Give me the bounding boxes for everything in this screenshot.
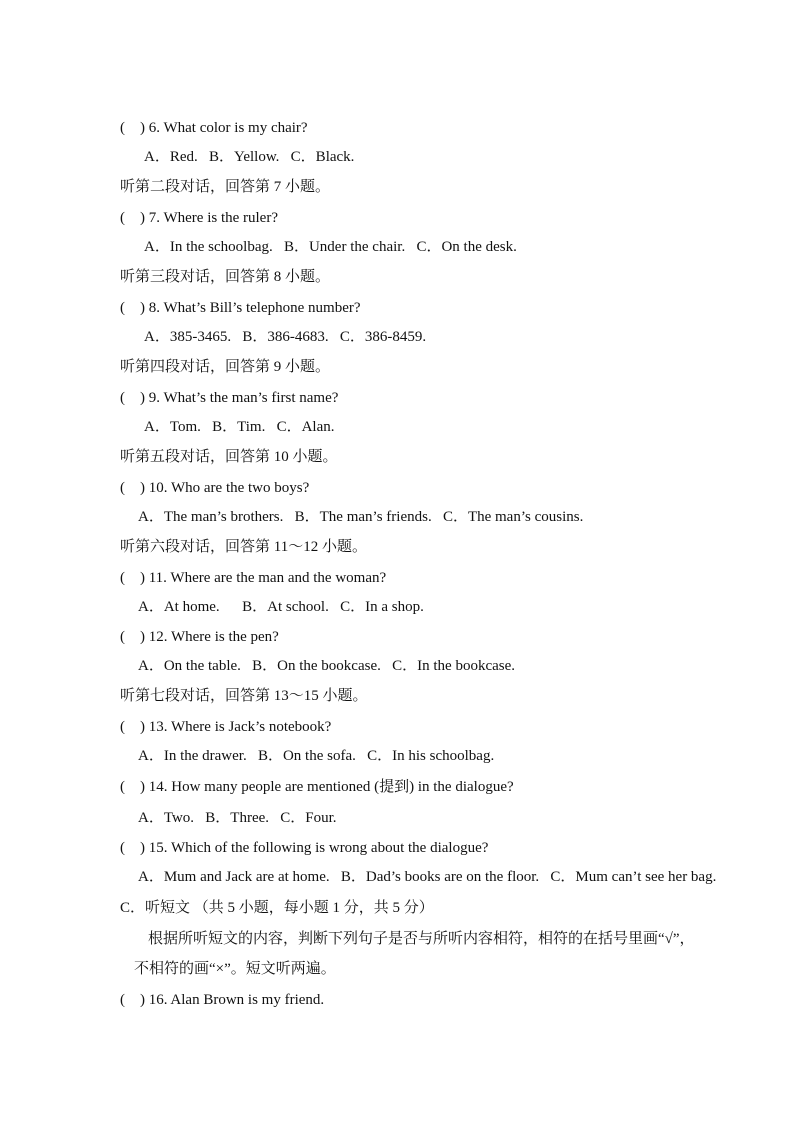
section-instruction-6: 听第六段对话，回答第 11～12 小题。 — [120, 539, 367, 555]
question-15: ( ) 15. Which of the following is wrong about the dialogue? — [120, 840, 489, 856]
section-instruction-7: 听第七段对话，回答第 13～15 小题。 — [120, 688, 368, 704]
section-c-instruction-line-2: 不相符的画“×”。短文听两遍。 — [134, 961, 336, 977]
question-10: ( ) 10. Who are the two boys? — [120, 480, 310, 496]
question-9-options: A．Tom. B．Tim. C．Alan. — [144, 419, 335, 435]
question-8: ( ) 8. What’s Bill’s telephone number? — [120, 300, 361, 316]
question-12-options: A．On the table. B．On the bookcase. C．In the bookcase. — [138, 658, 515, 674]
section-c-instruction-line-1: 根据所听短文的内容，判断下列句子是否与所听内容相符，相符的在括号里画“√”， — [148, 931, 695, 947]
question-15-options: A．Mum and Jack are at home. B．Dad’s books are on the floor. C．Mum can’t see her bag. — [138, 869, 717, 885]
question-11: ( ) 11. Where are the man and the woman? — [120, 570, 387, 586]
question-13-options: A．In the drawer. B．On the sofa. C．In his schoolbag. — [138, 748, 495, 764]
section-c-heading: C．听短文 （共 5 小题，每小题 1 分，共 5 分） — [120, 900, 434, 916]
question-13: ( ) 13. Where is Jack’s notebook? — [120, 719, 332, 735]
section-instruction-4: 听第四段对话，回答第 9 小题。 — [120, 359, 331, 375]
question-16: ( ) 16. Alan Brown is my friend. — [120, 992, 325, 1008]
question-10-options: A．The man’s brothers. B．The man’s friends. C．The man’s cousins. — [138, 509, 584, 525]
question-8-options: A．385-3465. B．386-4683. C．386-8459. — [144, 329, 427, 345]
question-7: ( ) 7. Where is the ruler? — [120, 210, 278, 226]
question-6-options: A．Red. B．Yellow. C．Black. — [144, 149, 355, 165]
question-7-options: A．In the schoolbag. B．Under the chair. C．On the desk. — [144, 239, 517, 255]
question-14-options: A．Two. B．Three. C．Four. — [138, 810, 337, 826]
question-9: ( ) 9. What’s the man’s first name? — [120, 390, 339, 406]
question-6: ( ) 6. What color is my chair? — [120, 120, 308, 136]
question-14: ( ) 14. How many people are mentioned (提到) in the dialogue? — [120, 779, 514, 795]
question-11-options: A．At home. B．At school. C．In a shop. — [138, 599, 424, 615]
section-instruction-3: 听第三段对话，回答第 8 小题。 — [120, 269, 331, 285]
section-instruction-5: 听第五段对话，回答第 10 小题。 — [120, 449, 338, 465]
section-instruction-2: 听第二段对话，回答第 7 小题。 — [120, 179, 331, 195]
question-12: ( ) 12. Where is the pen? — [120, 629, 279, 645]
